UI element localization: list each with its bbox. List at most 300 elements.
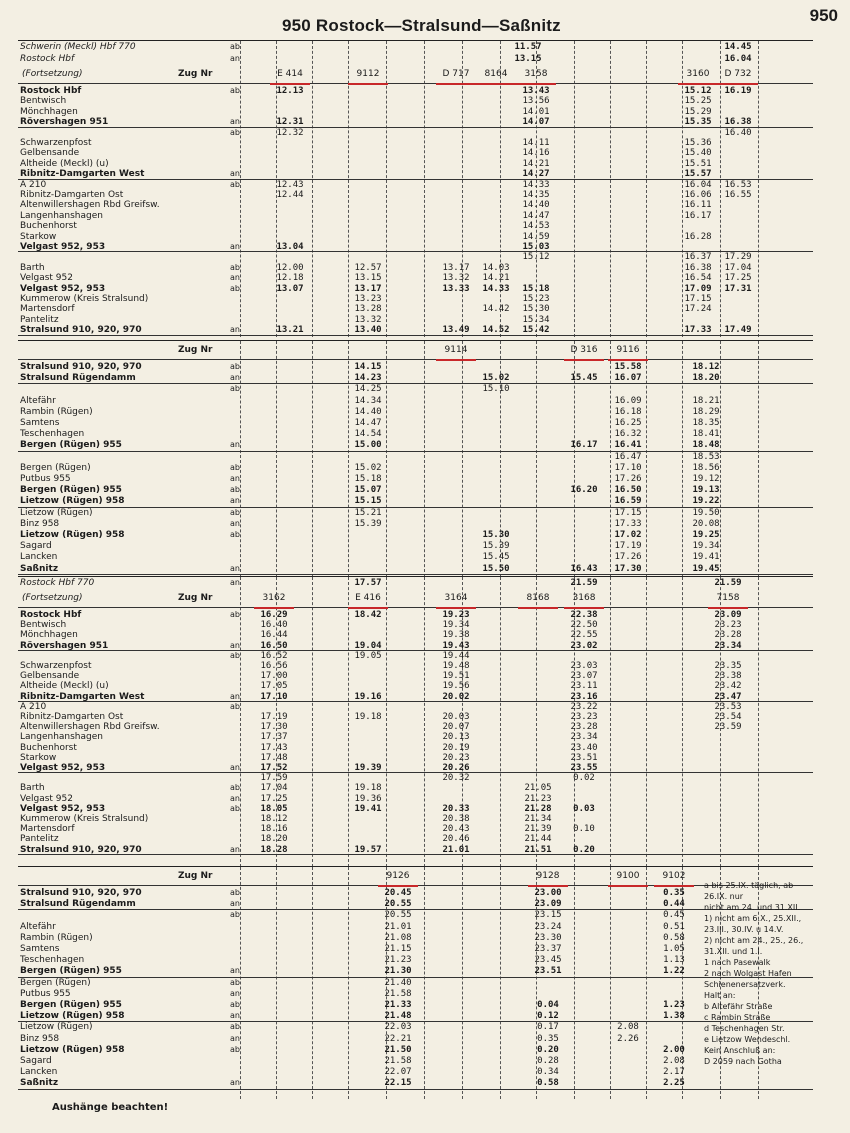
direction-label: ab [230, 910, 240, 920]
direction-label: ab [230, 1044, 240, 1054]
train-number: 3162 [254, 589, 294, 609]
time-cell: 18.48 [692, 440, 720, 451]
row-separator [18, 574, 813, 575]
time-cell: 12.13 [276, 86, 304, 96]
station-name: Lancken [20, 552, 58, 563]
direction-label: ab [230, 462, 240, 472]
time-cell: 15.34 [522, 314, 550, 325]
time-cell: 12.44 [276, 190, 304, 200]
time-cell: 17.37 [260, 732, 288, 743]
station-name: Kummerow (Kreis Stralsund) [20, 294, 149, 304]
direction-label: an [230, 578, 240, 587]
time-cell: 23.40 [570, 742, 598, 753]
timetable-row [18, 999, 813, 1011]
station-name: Lietzow (Rügen) [20, 507, 93, 518]
time-cell: 17.10 [260, 691, 288, 702]
station-name: Lietzow (Rügen) 958 [20, 496, 125, 507]
time-cell: 16.32 [614, 429, 642, 440]
time-cell: 13.56 [522, 96, 550, 107]
direction-label: ab [230, 783, 240, 793]
time-cell: 14.01 [522, 106, 550, 117]
timetable-row [18, 563, 813, 575]
time-cell: 0.58 [537, 1078, 559, 1089]
time-cell: 14.15 [354, 362, 382, 372]
time-cell: 12.32 [276, 127, 304, 138]
station-name: Saßnitz [20, 1078, 59, 1089]
timetable-row [18, 518, 813, 530]
time-cell: 23.30 [534, 932, 562, 943]
time-cell: 0.28 [537, 1056, 559, 1066]
time-cell: 15.07 [354, 485, 382, 496]
timetable-row [18, 932, 813, 944]
train-number: 9128 [528, 867, 568, 887]
train-number: D 732 [718, 65, 758, 85]
direction-label: ab [230, 507, 240, 517]
time-cell: 22.38 [570, 610, 598, 620]
time-cell: 20.23 [442, 752, 470, 763]
time-cell: 15.42 [522, 325, 550, 336]
time-cell: 19.41 [692, 552, 720, 563]
time-cell: 13.17 [354, 283, 382, 294]
time-cell: 16.38 [724, 117, 752, 128]
station-name: Langenhanshagen [20, 732, 103, 743]
timetable-row [18, 540, 813, 552]
station-name: Lietzow (Rügen) 958 [20, 1011, 125, 1022]
time-cell: 14.16 [522, 148, 550, 159]
timetable-row [18, 909, 813, 921]
time-cell: 12.00 [276, 262, 304, 273]
direction-label: ab [230, 86, 240, 95]
time-cell: 20.32 [442, 773, 470, 784]
time-cell: 14.47 [354, 418, 382, 428]
time-cell: 20.02 [442, 691, 470, 702]
time-cell: 15.39 [482, 541, 510, 552]
direction-label: an [230, 325, 240, 335]
train-number: 8164 [476, 65, 516, 85]
station-name: Schwarzenpfost [20, 661, 92, 671]
time-cell: 15.36 [684, 138, 712, 148]
time-cell: 15.10 [482, 384, 510, 395]
time-cell: 1.22 [663, 966, 685, 977]
station-name: Sagard [20, 541, 52, 552]
direction-label: ab [230, 1000, 240, 1009]
timetable-row [18, 965, 813, 977]
timetable-row [18, 1066, 813, 1078]
footnote-line: Schienenersatzverk. [704, 980, 786, 989]
timetable-row [18, 417, 813, 429]
direction-label: an [230, 640, 240, 650]
time-cell: 15.45 [482, 552, 510, 563]
train-number: 9114 [436, 341, 476, 361]
time-cell: 0.44 [663, 899, 685, 910]
train-number-label: Zug Nr [178, 593, 213, 603]
station-name: Gelbensande [20, 148, 80, 159]
row-separator [18, 335, 813, 336]
time-cell: 0.20 [573, 844, 595, 855]
timetable-row [18, 943, 813, 955]
train-number-label: Zug Nr [178, 345, 213, 355]
time-cell: 16.11 [684, 200, 712, 211]
station-name: Schwarzenpfost [20, 138, 92, 148]
time-cell: 17.09 [684, 283, 712, 294]
time-cell: 0.10 [573, 824, 595, 835]
time-cell: 16.25 [614, 418, 642, 428]
train-number: 3160 [678, 65, 718, 85]
direction-label: ab [230, 362, 240, 371]
time-cell: 12.43 [276, 179, 304, 190]
time-cell: 17.26 [614, 474, 642, 484]
time-cell: 23.28 [570, 722, 598, 733]
time-cell: 21.01 [384, 921, 412, 932]
station-name: Rambin (Rügen) [20, 406, 93, 417]
station-name: Rostock Hbf [20, 86, 82, 96]
direction-label: ab [230, 127, 240, 137]
time-cell: 14.27 [522, 169, 550, 180]
time-cell: 16.53 [724, 179, 752, 190]
station-name: Bergen (Rügen) 955 [20, 966, 122, 977]
time-cell: 14.33 [482, 283, 510, 294]
footer-notice: Aushänge beachten! [52, 1102, 169, 1113]
time-cell: 14.03 [482, 262, 510, 273]
direction-label: an [230, 242, 240, 251]
station-name: Altheide (Meckl) (u) [20, 158, 109, 169]
direction-label: an [230, 763, 240, 772]
timetable-row [18, 529, 813, 541]
time-cell: 0.35 [537, 1033, 559, 1044]
time-cell: 0.34 [537, 1067, 559, 1078]
station-name: A 210 [20, 701, 47, 712]
time-cell: 21.58 [384, 1056, 412, 1066]
timetable-row [18, 1033, 813, 1045]
timetable-row [18, 473, 813, 485]
time-cell: 15.02 [354, 462, 382, 473]
time-cell: 16.40 [260, 620, 288, 631]
station-name: Martensdorf [20, 304, 75, 315]
direction-label: ab [230, 701, 240, 711]
time-cell: 1.23 [663, 1000, 685, 1010]
time-cell: 13.04 [276, 242, 304, 252]
time-cell: 21.28 [524, 803, 552, 814]
station-name: Schwerin (Meckl) Hbf 770 [20, 42, 136, 52]
train-number: 9112 [348, 65, 388, 85]
time-cell: 16.47 [614, 451, 642, 462]
footnote-line: 31.XII. und 1.I. [704, 947, 763, 956]
time-cell: 16.41 [614, 440, 642, 451]
time-cell: 13.32 [442, 273, 470, 284]
time-cell: 19.18 [354, 712, 382, 722]
time-cell: 23.11 [570, 681, 598, 692]
time-cell: 19.04 [354, 640, 382, 651]
time-cell: 16.55 [724, 190, 752, 200]
time-cell: 15.30 [522, 304, 550, 315]
time-cell: 15.12 [684, 86, 712, 96]
time-cell: 2.08 [663, 1056, 685, 1066]
station-name: Saßnitz [20, 563, 59, 574]
station-name: Velgast 952 [20, 273, 73, 284]
time-cell: 19.43 [442, 640, 470, 651]
time-cell: 16.37 [684, 252, 712, 263]
time-cell: 22.55 [570, 630, 598, 641]
time-cell: 2.08 [617, 1022, 639, 1033]
time-cell: 13.17 [442, 262, 470, 273]
train-number: 9116 [608, 341, 648, 361]
train-number: 8168 [518, 589, 558, 609]
footnote-line: nicht am 24. und 31.XII. [704, 903, 801, 912]
station-name: Samtens [20, 944, 60, 954]
direction-label: ab [230, 42, 240, 51]
time-cell: 19.34 [692, 541, 720, 552]
direction-label: ab [230, 650, 240, 660]
time-cell: 17.33 [684, 325, 712, 336]
pre-row [18, 53, 813, 65]
timetable-row [18, 954, 813, 966]
station-name: Lietzow (Rügen) 958 [20, 1044, 125, 1055]
station-name: Altenwillershagen Rbd Greifsw. [20, 722, 160, 733]
station-name: Gelbensande [20, 671, 80, 682]
time-cell: 16.52 [260, 650, 288, 661]
station-name: Mönchhagen [20, 630, 78, 641]
timetable-row [18, 484, 813, 496]
station-name: Velgast 952, 953 [20, 763, 106, 773]
time-cell: 17.30 [614, 563, 642, 574]
time-cell: 0.58 [663, 932, 685, 943]
time-cell: 18.29 [692, 406, 720, 417]
station-name: Stralsund 910, 920, 970 [20, 888, 142, 898]
time-cell: 23.51 [534, 966, 562, 977]
station-name: Binz 958 [20, 1033, 60, 1044]
time-cell: 17.29 [724, 252, 752, 263]
time-cell: 23.35 [714, 661, 742, 671]
time-cell: 15.45 [570, 373, 598, 384]
time-cell: 18.21 [692, 395, 720, 406]
direction-label: an [230, 169, 240, 179]
time-cell: 16.44 [260, 630, 288, 641]
time-cell: 16.40 [724, 127, 752, 138]
direction-label: an [230, 563, 240, 573]
time-cell: 19.25 [692, 530, 720, 540]
train-number: 3168 [564, 589, 604, 609]
direction-label: ab [230, 530, 240, 539]
time-cell: 21.34 [524, 814, 552, 824]
station-name: Stralsund Rügendamm [20, 899, 136, 910]
time-cell: 21.50 [384, 1044, 412, 1055]
time-cell: 1.05 [663, 944, 685, 954]
footnote-line: 2 nach Wolgast Hafen [704, 969, 792, 978]
train-number: 9100 [608, 867, 648, 887]
time-cell: 14.42 [482, 304, 510, 315]
station-name: Bergen (Rügen) 955 [20, 440, 122, 451]
time-cell: 16.38 [684, 262, 712, 273]
time-cell: 16.54 [684, 273, 712, 284]
time-cell: 12.31 [276, 117, 304, 128]
time-cell: 15.00 [354, 440, 382, 451]
station-name: Bentwisch [20, 96, 67, 107]
station-name: Kummerow (Kreis Stralsund) [20, 814, 149, 824]
time-cell: 23.37 [534, 944, 562, 954]
station-name: Lietzow (Rügen) [20, 1022, 93, 1033]
time-cell: 0.45 [663, 910, 685, 921]
time-cell: 22.15 [384, 1078, 412, 1089]
timetable-row [18, 395, 813, 407]
train-number: 3158 [516, 65, 556, 85]
footnote-line: d Teschenhagen Str. [704, 1024, 785, 1033]
time-cell: 19.44 [442, 650, 470, 661]
time-cell: 18.28 [260, 844, 288, 855]
station-name: Buchenhorst [20, 742, 77, 753]
timetable-row [18, 1010, 813, 1022]
time-cell: 18.16 [260, 824, 288, 835]
time-cell: 19.23 [442, 610, 470, 620]
footnote-line: 26.IX. nur [704, 892, 744, 901]
continuation-label: (Fortsetzung) [22, 69, 83, 79]
timetable-row [18, 451, 813, 463]
time-cell: 14.53 [522, 221, 550, 232]
row-separator [18, 854, 813, 855]
station-name: Ribnitz-Damgarten West [20, 691, 145, 702]
time-cell: 14.47 [522, 210, 550, 221]
time-cell: 15.40 [684, 148, 712, 159]
pre-row [18, 41, 813, 53]
direction-label: an [230, 373, 240, 383]
direction-label: an [230, 1078, 240, 1088]
time-cell: 15.23 [522, 294, 550, 304]
time-cell: 19.36 [354, 793, 382, 804]
station-name: Barth [20, 783, 45, 794]
time-cell: 14.21 [482, 273, 510, 284]
timetable-row [18, 887, 813, 899]
time-cell: 21.30 [384, 966, 412, 977]
time-cell: 13.40 [354, 325, 382, 336]
station-name: Stralsund Rügendamm [20, 373, 136, 384]
time-cell: 14.59 [522, 231, 550, 242]
station-name: Rövershagen 951 [20, 117, 109, 128]
station-name: Bergen (Rügen) 955 [20, 1000, 122, 1010]
station-name: Rambin (Rügen) [20, 932, 93, 943]
time-cell: 17.00 [260, 671, 288, 682]
time-cell: 0.03 [573, 803, 595, 814]
time-cell: 0.02 [573, 773, 595, 784]
train-number: E 416 [348, 589, 388, 609]
time-cell: 17.25 [724, 273, 752, 284]
time-cell: 16.17 [570, 440, 598, 451]
time-cell: 18.12 [692, 362, 720, 372]
time-cell: 19.38 [442, 630, 470, 641]
station-name: Altefähr [20, 921, 56, 932]
timetable-block-4 [18, 866, 813, 1099]
time-cell: 23.23 [714, 620, 742, 631]
station-name: Altheide (Meckl) (u) [20, 681, 109, 692]
footnote-line: 1 nach Pasewalk [704, 958, 771, 967]
timetable-block-1 [18, 40, 813, 337]
time-cell: 16.20 [570, 485, 598, 496]
train-number-row [18, 65, 813, 84]
time-cell: 17.25 [260, 793, 288, 804]
station-name: Altefähr [20, 395, 56, 406]
time-cell: 19.12 [692, 474, 720, 484]
time-cell: 18.35 [692, 418, 720, 428]
timetable-row [18, 921, 813, 933]
time-cell: 19.57 [354, 844, 382, 855]
time-cell: 15.35 [684, 117, 712, 128]
time-cell: 17.15 [614, 507, 642, 518]
direction-label: an [230, 793, 240, 803]
timetable-row [18, 1021, 813, 1033]
time-cell: 20.46 [442, 834, 470, 845]
station-name: Ribnitz-Damgarten West [20, 169, 145, 180]
station-name: Bergen (Rügen) [20, 977, 91, 988]
footnote-line: Halt an: [704, 991, 736, 1000]
time-cell: 21.44 [524, 834, 552, 845]
direction-label: an [230, 1033, 240, 1043]
timetable-row [18, 462, 813, 474]
time-cell: 13.33 [442, 283, 470, 294]
time-cell: 23.47 [714, 691, 742, 702]
time-cell: 19.56 [442, 681, 470, 692]
time-cell: 16.50 [614, 485, 642, 496]
time-cell: 15.15 [354, 496, 382, 507]
station-name: Rostock Hbf [20, 54, 75, 64]
direction-label: ab [230, 485, 240, 495]
time-cell: 0.17 [537, 1022, 559, 1033]
time-cell: 17.30 [260, 722, 288, 733]
time-cell: 13.15 [514, 54, 542, 64]
time-cell: 2.26 [617, 1033, 639, 1044]
time-cell: 0.04 [537, 1000, 559, 1010]
time-cell: 16.29 [260, 610, 288, 620]
time-cell: 21.23 [524, 793, 552, 804]
time-cell: 18.20 [692, 373, 720, 384]
time-cell: 20.07 [442, 722, 470, 733]
station-name: Binz 958 [20, 518, 60, 529]
station-name: Stralsund 910, 920, 970 [20, 325, 142, 336]
footnote-line: Kein Anschluß an: [704, 1046, 776, 1055]
time-cell: 14.54 [354, 429, 382, 440]
time-cell: 17.33 [614, 518, 642, 529]
direction-label: ab [230, 1022, 240, 1032]
timetable-row [18, 428, 813, 440]
timetable-row [18, 977, 813, 989]
direction-label: ab [230, 610, 240, 619]
footnote-line: 23.III., 30.IV. u 14.V. [704, 925, 784, 934]
train-number: 9126 [378, 867, 418, 887]
time-cell: 14.23 [354, 373, 382, 384]
station-name: Martensdorf [20, 824, 75, 835]
time-cell: 19.51 [442, 671, 470, 682]
time-cell: 23.38 [714, 671, 742, 682]
train-number: 3164 [436, 589, 476, 609]
time-cell: 23.23 [570, 712, 598, 722]
time-cell: 15.03 [522, 242, 550, 252]
time-cell: 16.59 [614, 496, 642, 507]
time-cell: 14.33 [522, 179, 550, 190]
time-cell: 13.23 [354, 294, 382, 304]
train-number-row [18, 341, 813, 360]
train-number: D 717 [436, 65, 476, 85]
station-name: Starkow [20, 231, 57, 242]
time-cell: 13.49 [442, 325, 470, 336]
footnote-line: 2) nicht am 24., 25., 26., [704, 936, 804, 945]
station-name: Lietzow (Rügen) 958 [20, 530, 125, 540]
time-cell: 1.38 [663, 1011, 685, 1022]
direction-label: an [230, 474, 240, 483]
station-name: Ribnitz-Damgarten Ost [20, 190, 124, 200]
time-cell: 18.53 [692, 451, 720, 462]
time-cell: 23.34 [570, 732, 598, 743]
time-cell: 21.01 [442, 844, 470, 855]
time-cell: 14.34 [354, 395, 382, 406]
station-name: Velgast 952, 953 [20, 803, 106, 814]
time-cell: 17.52 [260, 763, 288, 773]
